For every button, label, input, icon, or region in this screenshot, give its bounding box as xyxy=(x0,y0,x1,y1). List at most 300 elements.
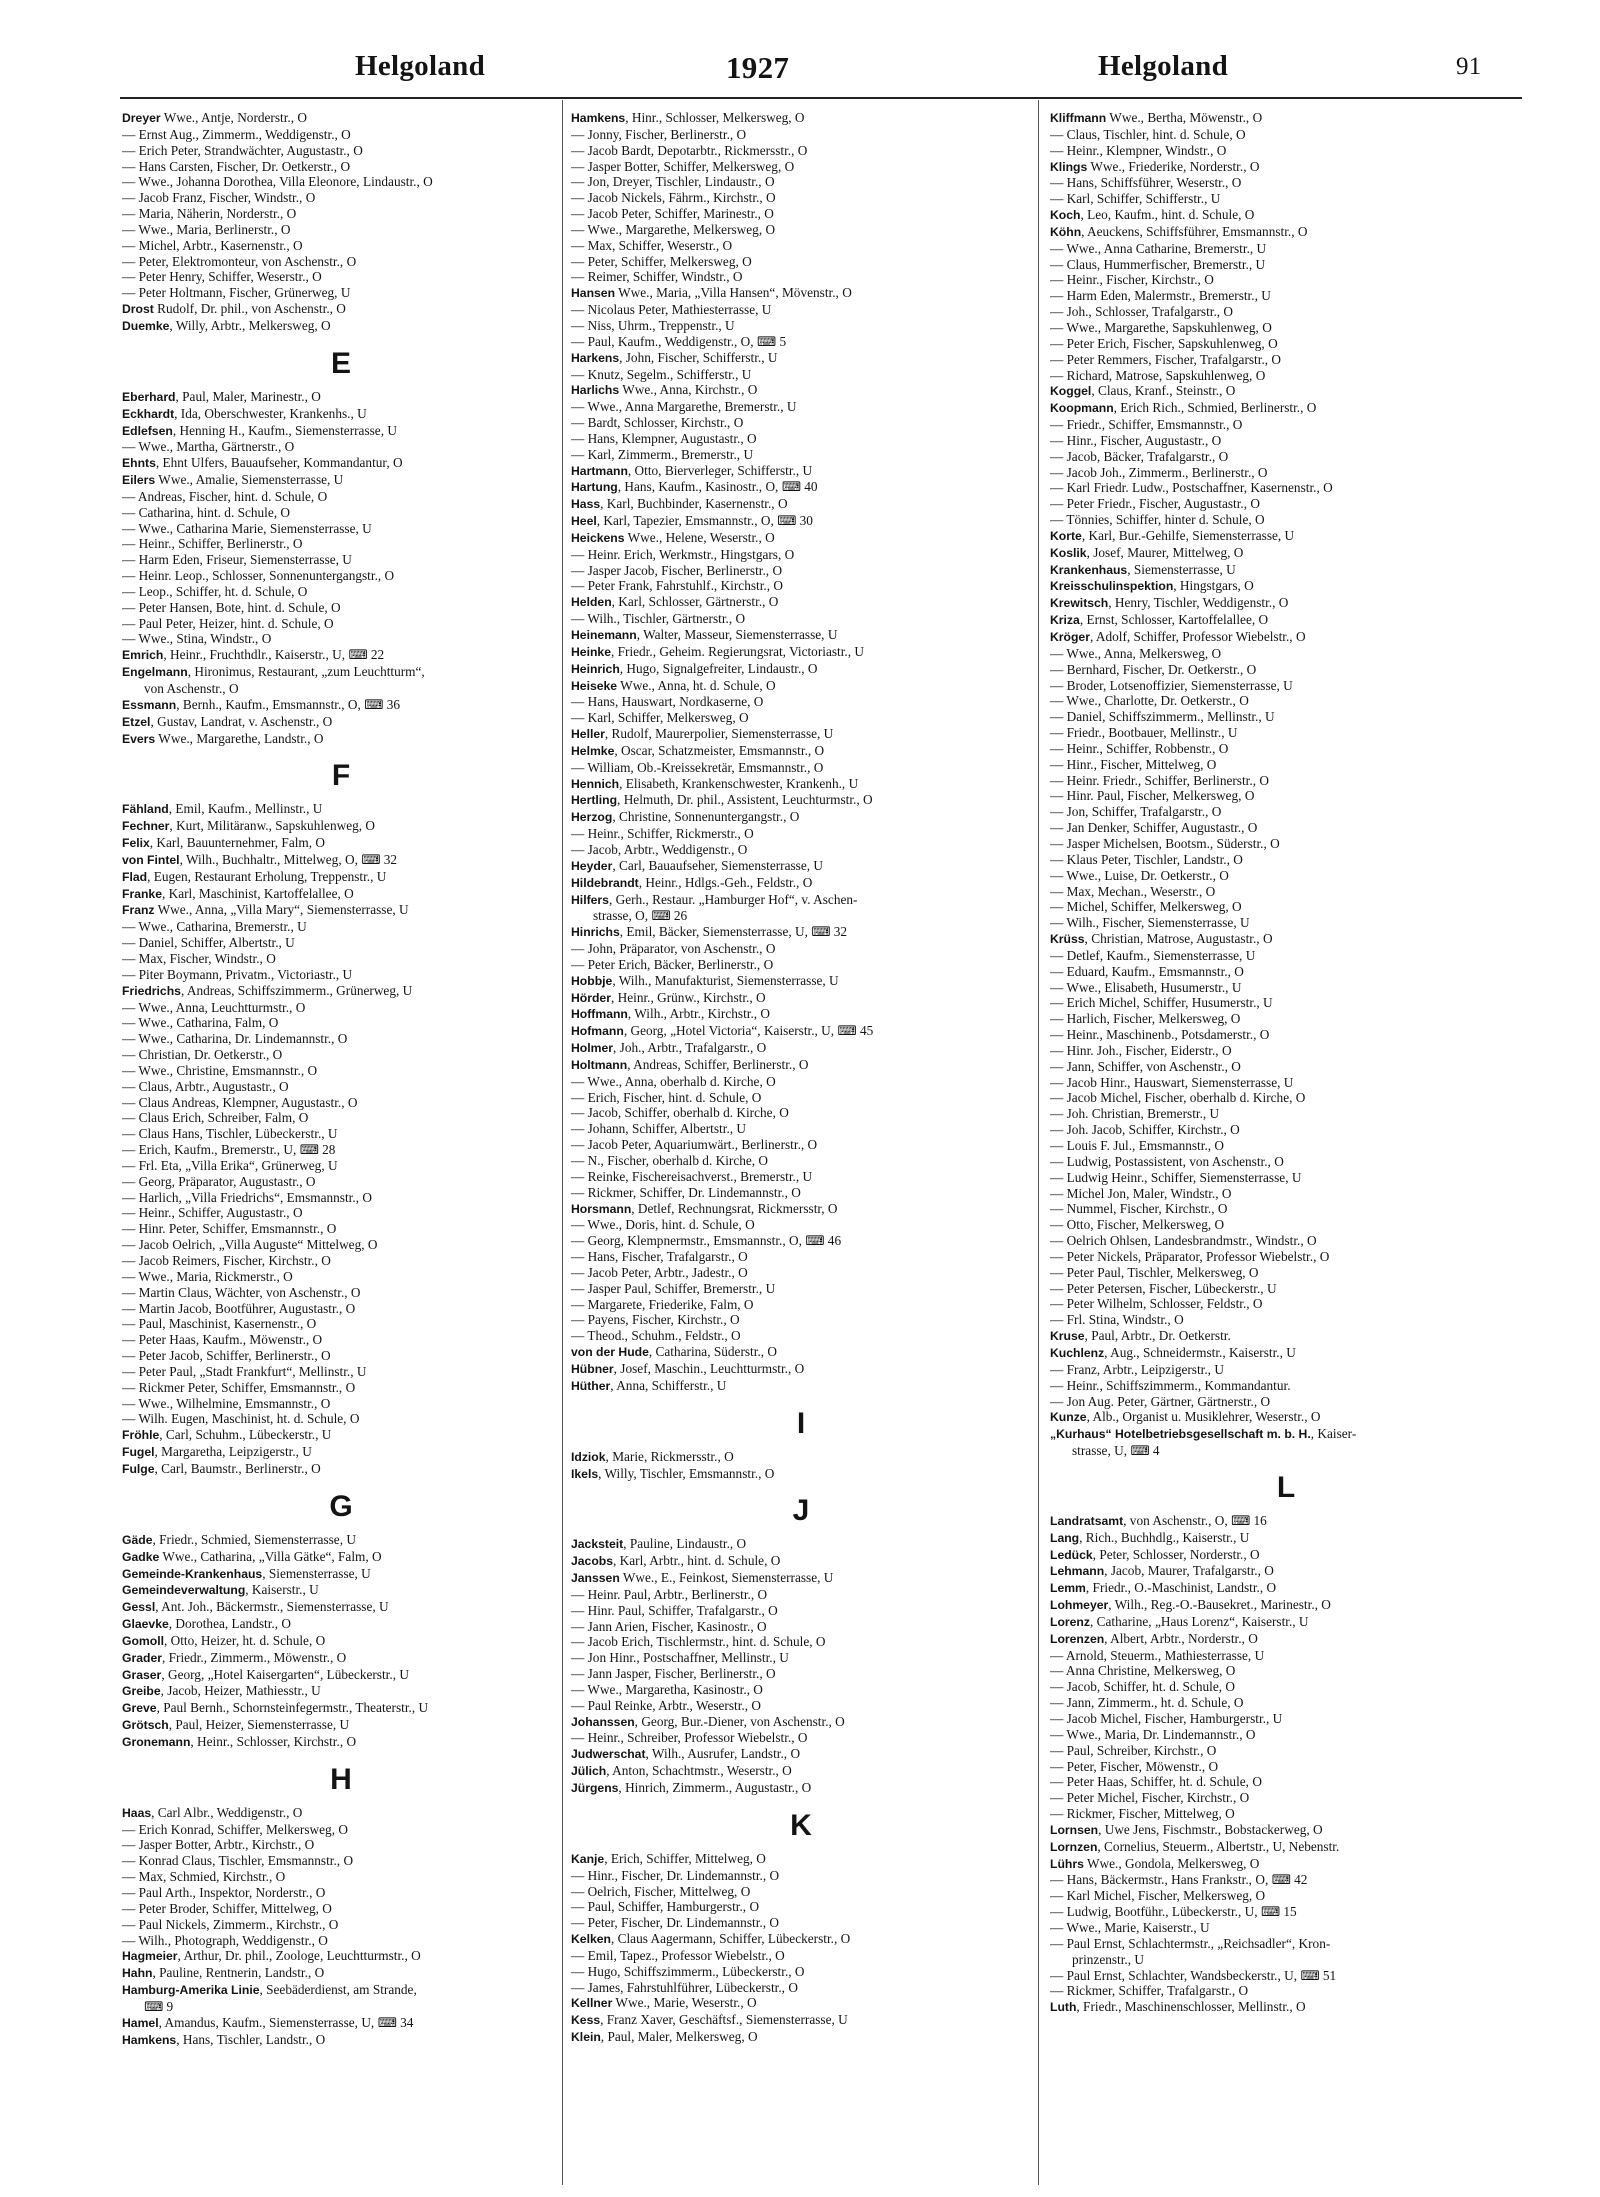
directory-entry xyxy=(571,941,1031,957)
entry-details: — Georg, Präparator, Augustastr., O xyxy=(122,1173,316,1189)
directory-entry xyxy=(122,647,560,664)
entry-details: — Claus, Hummerfischer, Bremerstr., U xyxy=(1050,256,1266,272)
directory-entry xyxy=(1050,320,1522,336)
section-letter: I xyxy=(796,1406,806,1440)
entry-details: — Jacob Peter, Arbtr., Jadestr., O xyxy=(571,1264,748,1280)
entry-surname: Koopmann xyxy=(1050,401,1114,416)
entry-surname: Koggel xyxy=(1050,384,1092,399)
directory-entry xyxy=(571,2029,1031,2046)
directory-entry xyxy=(571,627,1031,644)
directory-entry xyxy=(1050,1233,1522,1249)
entry-surname: Gessl xyxy=(122,1600,156,1615)
directory-entry xyxy=(122,159,560,175)
entry-details: — Jan Denker, Schiffer, Augustastr., O xyxy=(1050,820,1258,836)
directory-entry xyxy=(1050,127,1522,143)
entry-details: — Jacob Peter, Schiffer, Marinestr., O xyxy=(571,206,774,222)
entry-details: , Pauline, Lindaustr., O xyxy=(623,1536,747,1552)
entry-details: — Harlich, „Villa Friedrichs“, Emsmannstr., O xyxy=(122,1189,372,1205)
directory-entry xyxy=(571,1915,1031,1931)
directory-entry xyxy=(122,521,560,537)
entry-details: — Klaus Peter, Tischler, Landstr., O xyxy=(1050,851,1243,867)
entry-details: Wwe., Anna, „Villa Mary“, Siemensterrasse, U xyxy=(154,902,409,918)
entry-details: , Karl, Bur.-Gehilfe, Siemensterrasse, U xyxy=(1081,527,1295,543)
directory-entry xyxy=(1050,1281,1522,1297)
entry-details: — Peter Haas, Schiffer, ht. d. Schule, O xyxy=(1050,1774,1262,1790)
directory-entry xyxy=(1050,1059,1522,1075)
directory-entry xyxy=(571,110,1031,127)
entry-surname: Kliffmann xyxy=(1050,111,1107,125)
entry-surname: Herzog xyxy=(571,810,613,825)
entry-surname: Ehnts xyxy=(122,456,156,471)
entry-details: , Amandus, Kaufm., Siemensterrasse, U, ⌨ 34 xyxy=(158,2014,414,2030)
directory-entry xyxy=(1050,1727,1522,1743)
entry-details: Wwe., Amalie, Siemensterrasse, U xyxy=(155,472,344,488)
entry-details: — Erich Michel, Schiffer, Husumerstr., U xyxy=(1050,995,1273,1011)
directory-entry xyxy=(1050,562,1522,579)
directory-entry xyxy=(571,1023,1031,1040)
directory-entry xyxy=(122,455,560,472)
entry-details: , Cornelius, Steuerm., Albertstr., U, Nebenstr. xyxy=(1097,1838,1340,1854)
entry-surname: Heinke xyxy=(571,644,611,659)
directory-entry xyxy=(122,174,560,190)
directory-entry xyxy=(571,743,1031,760)
entry-surname: Holmer xyxy=(571,1041,613,1056)
page-header xyxy=(120,50,1520,90)
directory-entry xyxy=(122,983,560,1000)
directory-entry xyxy=(571,302,1031,318)
directory-entry xyxy=(122,1853,560,1869)
entry-details: — Jon, Schiffer, Trafalgarstr., O xyxy=(1050,804,1222,820)
entry-details: , Otto, Heizer, ht. d. Schule, O xyxy=(163,1632,326,1648)
entry-details: — Wwe., Johanna Dorothea, Villa Eleonore, Lindaustr., O xyxy=(122,174,433,190)
directory-entry xyxy=(571,318,1031,334)
directory-entry xyxy=(122,631,560,647)
entry-details: — Wwe., Maria, Berlinerstr., O xyxy=(122,221,291,237)
entry-details: — Paul, Kaufm., Weddigenstr., O, ⌨ 5 xyxy=(571,333,787,349)
entry-details: , Ehnt Ulfers, Bauaufseher, Kommandantur, O xyxy=(155,455,403,471)
directory-entry xyxy=(1050,1872,1522,1888)
directory-entry xyxy=(571,382,1031,399)
directory-entry xyxy=(1050,1530,1522,1547)
section-letter: K xyxy=(790,1808,812,1842)
entry-surname: Kunze xyxy=(1050,1410,1087,1425)
entry-details: Wwe., Maria, „Villa Hansen“, Mövenstr., O xyxy=(615,285,852,301)
entry-surname: Lehmann xyxy=(1050,1564,1105,1579)
entry-surname: Heickens xyxy=(571,530,625,545)
directory-entry xyxy=(571,1995,1031,2012)
directory-entry xyxy=(1050,595,1522,612)
entry-details: — Reinke, Fischereisachverst., Bremerstr., U xyxy=(571,1168,813,1184)
entry-details: — Wwe., Anna, Melkersweg, O xyxy=(1050,645,1222,661)
directory-entry xyxy=(122,801,560,818)
directory-entry xyxy=(571,1730,1031,1746)
directory-entry xyxy=(571,1006,1031,1023)
entry-surname: Emrich xyxy=(122,648,164,663)
entry-details: — Jacob Oelrich, „Villa Auguste“ Mittelweg, O xyxy=(122,1237,378,1253)
entry-surname: Fähland xyxy=(122,802,169,817)
entry-surname: Heel xyxy=(571,514,597,529)
entry-details: , Bernh., Kaufm., Emsmannstr., O, ⌨ 36 xyxy=(176,696,400,712)
directory-entry xyxy=(571,792,1031,809)
directory-entry xyxy=(1050,868,1522,884)
entry-details: , Rudolf, Maurerpolier, Siemensterrasse, U xyxy=(604,726,834,742)
directory-entry xyxy=(1050,336,1522,352)
entry-details: — Broder, Lotsenoffizier, Siemensterrasse, U xyxy=(1050,677,1293,693)
entry-details: — Heinr., Schiffer, Rickmerstr., O xyxy=(571,826,754,842)
entry-details: , Georg, „Hotel Kaisergarten“, Lübeckerstr., U xyxy=(161,1666,409,1682)
directory-entry xyxy=(122,869,560,886)
directory-entry xyxy=(122,1237,560,1253)
entry-details: — Peter Paul, „Stadt Frankfurt“, Mellinstr., U xyxy=(122,1363,367,1379)
entry-surname: Graser xyxy=(122,1667,162,1682)
directory-entry xyxy=(1050,884,1522,900)
directory-entry xyxy=(571,1980,1031,1996)
directory-entry xyxy=(122,1158,560,1174)
directory-entry xyxy=(122,1616,560,1633)
directory-entry xyxy=(122,1869,560,1885)
directory-entry xyxy=(571,809,1031,826)
directory-entry xyxy=(1050,646,1522,662)
entry-details: — Paul, Schiffer, Hamburgerstr., O xyxy=(571,1899,760,1915)
directory-entry xyxy=(571,1281,1031,1297)
directory-entry xyxy=(1050,836,1522,852)
directory-entry xyxy=(571,924,1031,941)
entry-details: Wwe., Friederike, Norderstr., O xyxy=(1087,158,1260,174)
directory-entry xyxy=(122,1734,560,1751)
directory-entry xyxy=(571,1666,1031,1682)
entry-details: — Eduard, Kaufm., Emsmannstr., O xyxy=(1050,963,1244,979)
entry-details: , Oscar, Schatzmeister, Emsmannstr., O xyxy=(614,742,825,758)
entry-details: — Claus Hans, Tischler, Lübeckerstr., U xyxy=(122,1126,338,1142)
entry-details: — Wwe., Catharina, Bremerstr., U xyxy=(122,919,307,935)
directory-entry xyxy=(122,206,560,222)
entry-details: — Georg, Klempnermstr., Emsmannstr., O, ⌨ 46 xyxy=(571,1233,842,1249)
entry-surname: Felix xyxy=(122,836,150,851)
entry-details: — Hans, Bäckermstr., Hans Frankstr., O, ⌨ 42 xyxy=(1050,1872,1308,1888)
directory-entry xyxy=(571,1634,1031,1650)
entry-surname: Harkens xyxy=(571,350,620,365)
entry-details: — Rickmer Peter, Schiffer, Emsmannstr., O xyxy=(122,1379,356,1395)
directory-entry xyxy=(122,301,560,318)
directory-entry xyxy=(122,110,560,127)
directory-entry xyxy=(1050,288,1522,304)
section-letter: L xyxy=(1276,1470,1296,1504)
entry-surname: Flad xyxy=(122,869,148,884)
directory-entry xyxy=(122,269,560,285)
entry-details: — Peter Paul, Tischler, Melkersweg, O xyxy=(1050,1264,1259,1280)
directory-entry xyxy=(122,731,560,748)
directory-entry xyxy=(1050,368,1522,384)
entry-details: — Wwe., Charlotte, Dr. Oetkerstr., O xyxy=(1050,693,1249,709)
directory-entry xyxy=(1050,1513,1522,1530)
entry-details: — Heinr., Fischer, Kirchstr., O xyxy=(1050,272,1214,288)
directory-entry xyxy=(571,222,1031,238)
entry-surname: von Fintel xyxy=(122,852,180,867)
section-letter: F xyxy=(331,759,351,793)
directory-entry xyxy=(122,238,560,254)
entry-details: , Josef, Maschin., Leuchtturmstr., O xyxy=(613,1360,805,1376)
entry-details: — Nummel, Fischer, Kirchstr., O xyxy=(1050,1201,1228,1217)
entry-surname: Franz xyxy=(122,903,155,918)
entry-details: , Hironimus, Restaurant, „zum Leuchtturm“, xyxy=(187,664,425,680)
entry-surname: Klein xyxy=(571,2030,601,2045)
directory-entry xyxy=(571,644,1031,661)
entry-details: — Friedr., Bootbauer, Mellinstr., U xyxy=(1050,725,1238,741)
directory-entry xyxy=(122,2032,560,2049)
entry-details: — Christian, Dr. Oetkerstr., O xyxy=(122,1047,283,1063)
directory-entry xyxy=(571,238,1031,254)
entry-surname: Hinrichs xyxy=(571,925,620,940)
directory-entry xyxy=(122,1047,560,1063)
entry-details: — Wwe., Anna Margarethe, Bremerstr., U xyxy=(571,399,797,415)
entry-details: — Wwe., Marie, Kaiserstr., U xyxy=(1050,1919,1210,1935)
entry-details: , Carl, Baumstr., Berlinerstr., O xyxy=(154,1460,321,1476)
directory-entry xyxy=(1050,1806,1522,1822)
entry-details: , Andreas, Schiffszimmerm., Grünerweg, U xyxy=(180,982,413,998)
entry-details: Rudolf, Dr. phil., von Aschenstr., O xyxy=(153,301,346,317)
entry-details: — Jasper Paul, Schiffer, Bremerstr., U xyxy=(571,1280,776,1296)
directory-entry xyxy=(122,616,560,632)
directory-column-3 xyxy=(1050,110,1522,2185)
entry-details: — Erich Konrad, Schiffer, Melkersweg, O xyxy=(122,1821,348,1837)
entry-details: , Aug., Schneidermstr., Kaiserstr., U xyxy=(1104,1344,1296,1360)
entry-surname: Kanje xyxy=(571,1851,605,1866)
entry-details: , Siemensterrasse, U xyxy=(262,1565,371,1581)
entry-details: , Albert, Arbtr., Norderstr., O xyxy=(1104,1630,1258,1646)
directory-entry xyxy=(122,886,560,903)
directory-entry xyxy=(571,174,1031,190)
entry-details: — Hans Carsten, Fischer, Dr. Oetkerstr., O xyxy=(122,158,351,174)
entry-details: , Hinrich, Zimmerm., Augustastr., O xyxy=(618,1780,812,1795)
entry-details: , John, Fischer, Schifferstr., U xyxy=(619,349,778,365)
entry-details: , Friedr., Geheim. Regierungsrat, Victoriastr., U xyxy=(610,643,864,659)
section-letter: E xyxy=(330,346,351,380)
entry-details: — Peter Hansen, Bote, hint. d. Schule, O xyxy=(122,599,341,615)
directory-entry xyxy=(122,1332,560,1348)
section-letter: G xyxy=(329,1489,353,1523)
entry-details: , Kaiserstr., U xyxy=(245,1582,319,1598)
entry-surname: Fröhle xyxy=(122,1428,160,1443)
directory-entry xyxy=(571,1682,1031,1698)
directory-entry xyxy=(122,818,560,835)
entry-surname: Hass xyxy=(571,497,601,512)
directory-entry xyxy=(1050,964,1522,980)
entry-details: — Harlich, Fischer, Melkersweg, O xyxy=(1050,1011,1241,1027)
directory-entry xyxy=(122,1582,560,1599)
directory-entry xyxy=(1050,612,1522,629)
directory-entry xyxy=(122,1599,560,1616)
entry-surname: Krewitsch xyxy=(1050,596,1109,611)
directory-entry xyxy=(122,1901,560,1917)
directory-entry xyxy=(571,1964,1031,1980)
directory-entry xyxy=(122,1079,560,1095)
directory-entry xyxy=(571,1265,1031,1281)
entry-surname: Grötsch xyxy=(122,1718,169,1733)
directory-entry xyxy=(122,1126,560,1142)
directory-entry xyxy=(1050,1822,1522,1839)
directory-entry xyxy=(1050,578,1522,595)
directory-entry xyxy=(571,826,1031,842)
entry-surname: Hagmeier xyxy=(122,1949,178,1964)
directory-entry xyxy=(122,1965,560,1982)
entry-details: , Karl, Maschinist, Kartoffelallee, O xyxy=(161,885,354,901)
entry-details: — Joh. Christian, Bremerstr., U xyxy=(1050,1106,1220,1122)
entry-details: — Peter Henry, Schiffer, Weserstr., O xyxy=(122,269,322,285)
entry-surname: Holtmann xyxy=(571,1057,628,1072)
directory-entry xyxy=(1050,1201,1522,1217)
entry-details: — Friedr., Schiffer, Emsmannstr., O xyxy=(1050,417,1243,433)
directory-entry xyxy=(1050,1138,1522,1154)
entry-details: — Paul Nickels, Zimmerm., Kirchstr., O xyxy=(122,1916,339,1932)
entry-details: — Hinr. Paul, Schiffer, Trafalgarstr., O xyxy=(571,1602,778,1618)
entry-details: — Jonny, Fischer, Berlinerstr., O xyxy=(571,126,747,142)
entry-details: — Wwe., Margaretha, Kasinostr., O xyxy=(571,1681,763,1697)
entry-surname: Lornsen xyxy=(1050,1822,1099,1837)
directory-entry xyxy=(122,1917,560,1933)
entry-details: — Joh., Schlosser, Trafalgarstr., O xyxy=(1050,304,1234,320)
directory-entry xyxy=(1050,1249,1522,1265)
entry-details: — Maria, Näherin, Norderstr., O xyxy=(122,206,297,222)
entry-details: — Peter Erich, Fischer, Sapskuhlenweg, O xyxy=(1050,335,1278,351)
header-year: 1927 xyxy=(726,50,790,85)
entry-surname: Luth xyxy=(1050,2000,1077,2015)
directory-entry xyxy=(571,1536,1031,1553)
entry-details: — Paul Ernst, Schlachtermstr., „Reichsadler“, Kron- xyxy=(1050,1935,1331,1951)
entry-details: — Oelrich, Fischer, Mittelweg, O xyxy=(571,1883,751,1899)
entry-details: , Georg, „Hotel Victoria“, Kaiserstr., U, ⌨ 45 xyxy=(623,1023,874,1039)
entry-details: — Hans, Klempner, Augustastr., O xyxy=(571,430,757,446)
entry-details: — Catharina, hint. d. Schule, O xyxy=(122,504,291,520)
entry-details: — Peter, Fischer, Dr. Lindemannstr., O xyxy=(571,1915,779,1931)
entry-details: , Friedr., Maschinenschlosser, Mellinstr., O xyxy=(1076,1999,1306,2015)
directory-entry xyxy=(571,1312,1031,1328)
directory-entry xyxy=(571,1466,1031,1483)
entry-details: — Jasper Botter, Arbtr., Kirchstr., O xyxy=(122,1837,315,1853)
entry-details: , Hingstgars, O xyxy=(1173,578,1254,594)
entry-details: — Nicolaus Peter, Mathiesterrasse, U xyxy=(571,302,772,318)
directory-entry xyxy=(571,1619,1031,1635)
entry-details: , Karl, Buchbinder, Kasernenstr., O xyxy=(600,496,788,512)
entry-surname: Fugel xyxy=(122,1445,155,1460)
directory-entry xyxy=(122,1015,560,1031)
entry-surname: Ledück xyxy=(1050,1547,1093,1562)
entry-details: , Jacob, Heizer, Mathiesstr., U xyxy=(160,1683,321,1699)
directory-entry xyxy=(571,694,1031,710)
directory-entry xyxy=(122,423,560,440)
directory-entry xyxy=(122,714,560,731)
entry-details: — Wilh., Tischler, Gärtnerstr., O xyxy=(571,611,746,627)
entry-surname: Haas xyxy=(122,1805,152,1820)
entry-surname: Hartung xyxy=(571,480,618,495)
entry-surname: Heiseke xyxy=(571,678,618,693)
directory-entry xyxy=(571,1361,1031,1378)
entry-details: , Dorothea, Landstr., O xyxy=(168,1616,291,1632)
entry-details: , Siemensterrasse, U xyxy=(1127,561,1236,577)
entry-surname: Hilfers xyxy=(571,892,609,907)
entry-surname: Johanssen xyxy=(571,1714,635,1729)
directory-entry xyxy=(122,1174,560,1190)
entry-details: , Elisabeth, Krankenschwester, Krankenh., U xyxy=(619,775,859,791)
directory-entry xyxy=(571,1169,1031,1185)
section-letter: J xyxy=(792,1494,810,1528)
entry-details: — Wwe., Wilhelmine, Emsmannstr., O xyxy=(122,1395,331,1411)
entry-details: prinzenstr., U xyxy=(1072,1951,1145,1967)
directory-entry xyxy=(1050,725,1522,741)
directory-entry xyxy=(571,1553,1031,1570)
entry-details: , Hans, Tischler, Landstr., O xyxy=(176,2031,326,2047)
directory-entry xyxy=(122,1411,560,1427)
entry-details: , Helmuth, Dr. phil., Assistent, Leuchturmstr., O xyxy=(617,792,873,808)
directory-entry xyxy=(1050,915,1522,931)
entry-surname: Glaevke xyxy=(122,1617,169,1632)
directory-entry xyxy=(122,951,560,967)
entry-details: — Martin Jacob, Bootführer, Augustastr., O xyxy=(122,1300,356,1316)
directory-entry xyxy=(1050,1839,1522,1856)
entry-details: , Carl Albr., Weddigenstr., O xyxy=(151,1804,303,1820)
entry-surname: Greve xyxy=(122,1701,157,1716)
entry-details: , Arthur, Dr. phil., Zoologe, Leuchtturmstr., O xyxy=(177,1948,421,1964)
directory-entry xyxy=(1050,1999,1522,2016)
directory-entry xyxy=(122,584,560,600)
directory-entry xyxy=(122,835,560,852)
entry-details: — Jann Arien, Fischer, Kasinostr., O xyxy=(571,1618,767,1634)
entry-details: — Payens, Fischer, Kirchstr., O xyxy=(571,1312,740,1328)
entry-details: — Erich, Fischer, hint. d. Schule, O xyxy=(571,1089,762,1105)
entry-details: — Johann, Schiffer, Albertstr., U xyxy=(571,1121,747,1137)
entry-details: , Wilh., Buchhaltr., Mittelweg, O, ⌨ 32 xyxy=(179,851,398,867)
entry-surname: Hamkens xyxy=(571,111,626,125)
directory-entry xyxy=(571,1851,1031,1868)
entry-details: — Jacob, Bäcker, Trafalgarstr., O xyxy=(1050,448,1229,464)
directory-entry xyxy=(1050,1695,1522,1711)
directory-entry xyxy=(571,1217,1031,1233)
entry-surname: Korte xyxy=(1050,528,1082,543)
entry-details: — Peter Jacob, Schiffer, Berlinerstr., O xyxy=(122,1348,331,1364)
entry-details: , Willy, Arbtr., Melkersweg, O xyxy=(169,317,331,333)
directory-entry xyxy=(571,990,1031,1007)
entry-surname: Grader xyxy=(122,1650,162,1665)
entry-details: — Peter, Fischer, Möwenstr., O xyxy=(1050,1758,1219,1774)
entry-surname: Hofmann xyxy=(571,1024,624,1039)
entry-details: , Uwe Jens, Fischmstr., Bobstackerweg, O xyxy=(1098,1821,1323,1837)
entry-details: — Jacob Franz, Fischer, Windstr., O xyxy=(122,190,316,206)
column-divider-2 xyxy=(1038,100,1039,2185)
entry-details: — Michel, Arbtr., Kasernenstr., O xyxy=(122,237,303,253)
entry-details: , Wilh., Ausrufer, Landstr., O xyxy=(645,1746,801,1762)
directory-entry xyxy=(122,1063,560,1079)
entry-details: , Christian, Matrose, Augustastr., O xyxy=(1084,931,1273,947)
directory-entry xyxy=(122,852,560,869)
directory-entry xyxy=(122,664,560,681)
directory-entry xyxy=(1050,1265,1522,1281)
entry-details: — Heinr., Schiffer, Robbenstr., O xyxy=(1050,740,1229,756)
entry-details: , Detlef, Rechnungsrat, Rickmersstr, O xyxy=(631,1200,838,1216)
directory-entry xyxy=(122,1461,560,1478)
directory-entry xyxy=(571,2012,1031,2029)
directory-entry xyxy=(122,1285,560,1301)
directory-entry xyxy=(122,1380,560,1396)
entry-details: — Franz, Arbtr., Leipzigerstr., U xyxy=(1050,1361,1224,1377)
directory-entry xyxy=(1050,1394,1522,1410)
directory-entry xyxy=(1050,788,1522,804)
entry-details: — Jacob Hinr., Hauswart, Siemensterrasse, U xyxy=(1050,1074,1294,1090)
header-place-left: Helgoland xyxy=(355,50,485,82)
directory-entry xyxy=(122,967,560,983)
directory-entry xyxy=(571,1137,1031,1153)
entry-details: , Otto, Bierverleger, Schifferstr., U xyxy=(627,462,813,478)
entry-details: — Andreas, Fischer, hint. d. Schule, O xyxy=(122,488,328,504)
directory-entry xyxy=(1050,1328,1522,1345)
